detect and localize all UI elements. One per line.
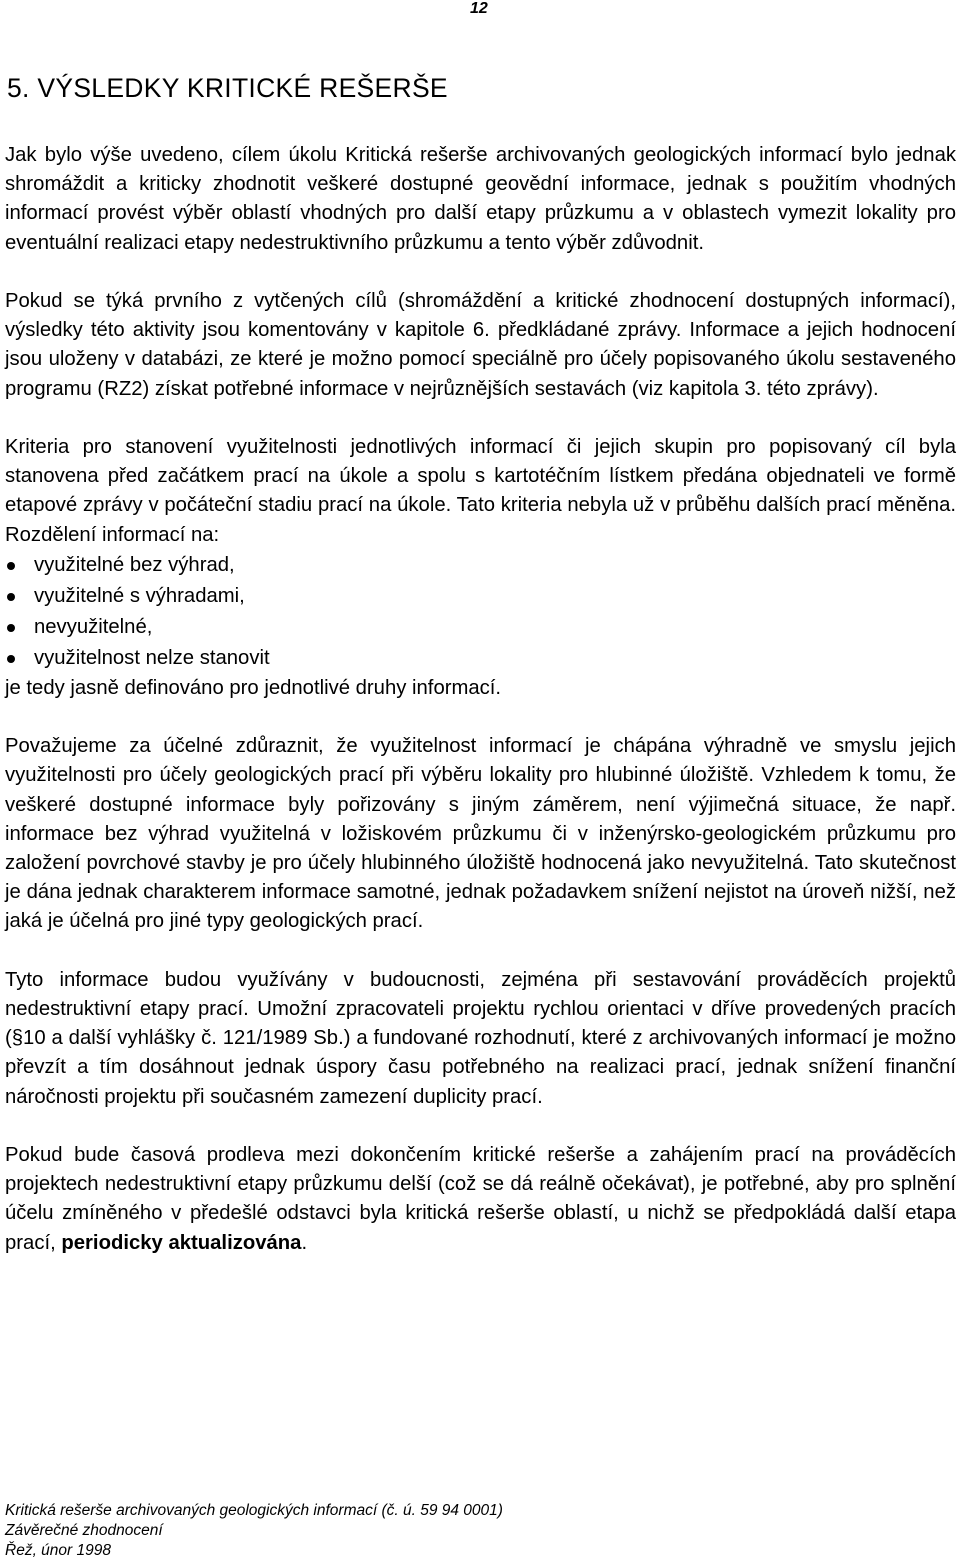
paragraph-6-end: . xyxy=(301,1231,308,1254)
usability-list xyxy=(5,550,956,674)
paragraph-3-block xyxy=(5,433,956,703)
list-item xyxy=(5,550,956,581)
list-item-text: využitelné bez výhrad, xyxy=(34,553,235,576)
bullet-icon xyxy=(7,655,15,663)
footer-place-date: Řež, únor 1998 xyxy=(5,1542,111,1559)
list-item-text: využitelné s výhradami, xyxy=(34,584,245,607)
paragraph-4: Považujeme za účelné zdůraznit, že využitelnost informací je chápána výhradně ve smyslu jejich využitelnosti pro účely geologických prací při výběru lokality pro hlubinné úložiště. Vzhledem k tomu, že veškeré dostupné informace byly pořizovány s jiným záměrem, není výjimečná situace, že např. informace bez výhrad využitelná v ložiskovém průzkumu či v inženýrsko-geologickém průzkumu pro založení povrchové stavby je pro účely hlubinného úložiště hodnocená jako nevyužitelná. Tato skutečnost je dána jednak charakterem informace samotné, jednak požadavkem snížení nejistot na úroveň nižší, než jaká je účelná pro jiné typy geologických prací. xyxy=(5,735,956,933)
paragraph-1: Jak bylo výše uvedeno, cílem úkolu Kritická rešerše archivovaných geologických informací bylo jednak shromáždit a kriticky zhodnotit veškeré dostupné geovědní informace, jednak s použitím vhodných informací provést výběr oblastí vhodných pro další etapy průzkumu a v oblastech vymezit lokality pro eventuální realizaci etapy nedestruktivního průzkumu a tento výběr zdůvodnit. xyxy=(5,144,956,254)
bullet-icon xyxy=(7,593,15,601)
list-item xyxy=(5,581,956,612)
paragraph-6 xyxy=(5,1141,956,1258)
list-item-text: využitelnost nelze stanovit xyxy=(34,646,270,669)
page-number: 12 xyxy=(470,0,488,17)
bullet-icon xyxy=(7,562,15,570)
paragraph-3-conclusion: je tedy jasně definováno pro jednotlivé druhy informací. xyxy=(5,676,502,699)
list-item xyxy=(5,612,956,643)
paragraph-6-text: Pokud bude časová prodleva mezi dokončením kritické rešerše a zahájením prací na prováděcích projektech nedestruktivní etapy průzkumu delší (což se dá reálně očekávat), je potřebné, aby pro splnění účelu zmíněného v předešlé odstavci byla kritická rešerše oblastí, u nichž se předpokládá další etapa prací, xyxy=(5,1144,956,1254)
list-item-text: nevyužitelné, xyxy=(34,615,153,638)
paragraph-5: Tyto informace budou využívány v budoucnosti, zejména při sestavování prováděcích projektů nedestruktivní etapy prací. Umožní zpracovateli projektu rychlou orientaci v dříve provedených pracích (§10 a další vyhlášky č. 121/1989 Sb.) a fundované rozhodnutí, které z archivovaných informací je možno převzít a tím dosáhnout jednak úspory času potřebného na realizaci prací, jednak snížení finanční náročnosti projektu při současném zamezení duplicity prací. xyxy=(5,968,956,1108)
document-body xyxy=(5,141,956,1258)
paragraph-6-emphasis: periodicky aktualizována xyxy=(61,1231,302,1254)
footer-report-title: Kritická rešerše archivovaných geologických informací (č. ú. 59 94 0001) xyxy=(5,1502,503,1519)
page-footer xyxy=(5,1501,503,1561)
section-heading: 5. VÝSLEDKY KRITICKÉ REŠERŠE xyxy=(7,73,448,103)
paragraph-3: Kriteria pro stanovení využitelnosti jednotlivých informací či jejich skupin pro popisovaný cíl byla stanovena před začátkem prací na úkole a spolu s kartotéčním lístkem předána objednateli ve formě etapové zprávy v počáteční stadiu prací na úkole. Tato kriteria nebyla už v průběhu dalších prací měněna. Rozdělení informací na: xyxy=(5,436,956,546)
list-item xyxy=(5,643,956,674)
footer-report-subtitle: Závěrečné zhodnocení xyxy=(5,1522,163,1539)
bullet-icon xyxy=(7,624,15,632)
paragraph-2: Pokud se týká prvního z vytčených cílů (shromáždění a kritické zhodnocení dostupných informací), výsledky této aktivity jsou komentovány v kapitole 6. předkládané zprávy. Informace a jejich hodnocení jsou uloženy v databázi, ze které je možno pomocí speciálně pro účely popisovaného úkolu sestaveného programu (RZ2) získat potřebné informace v nejrůznějších sestavách (viz kapitola 3. této zprávy). xyxy=(5,290,956,400)
